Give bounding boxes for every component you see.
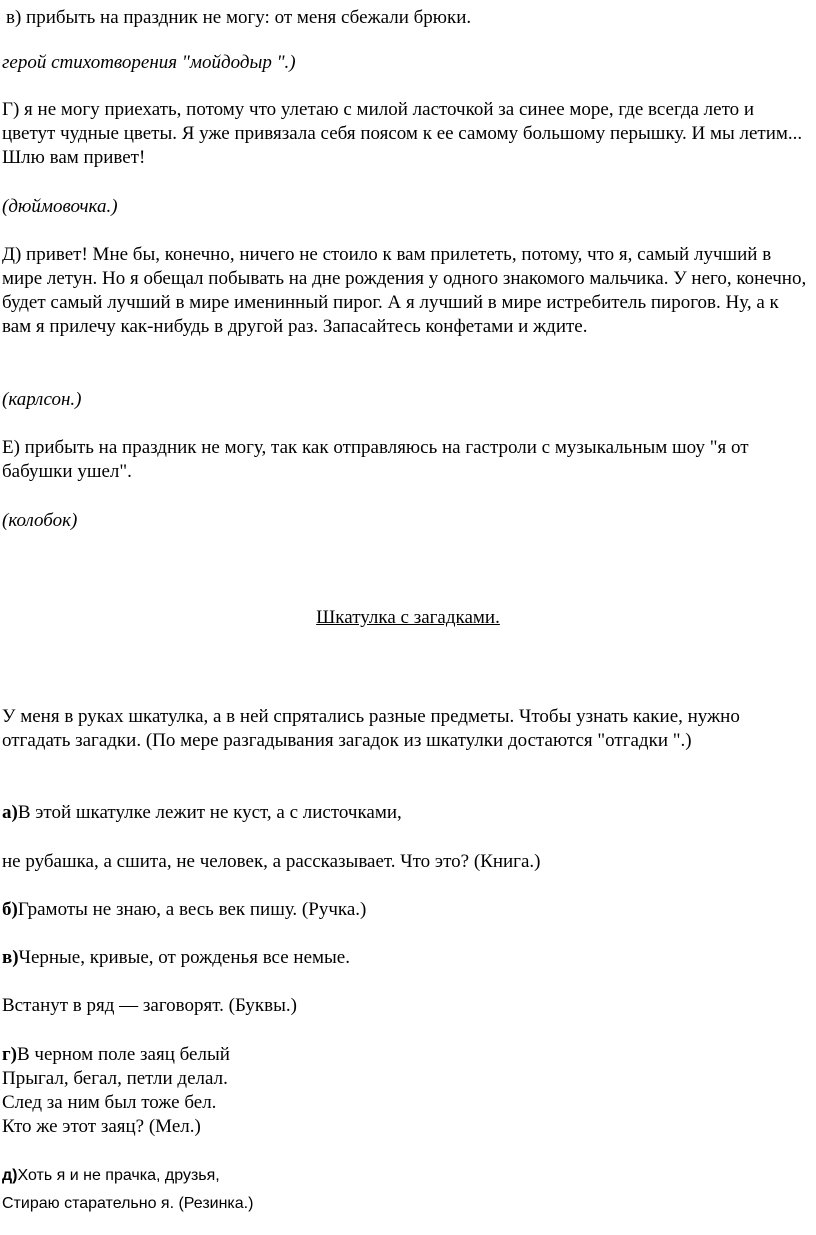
section-heading (0, 606, 816, 630)
answer-moidodyr: герой стихотворения "мойдодыр ".) (2, 52, 296, 73)
riddle-d-line-2: Стираю старательно я. (Резинка.) (2, 1195, 254, 1212)
riddle-a-line-2: не рубашка, а сшита, не человек, а рассказывает. Что это? (Книга.) (2, 851, 541, 872)
section-heading-text: Шкатулка с загадками. (316, 607, 500, 628)
riddle-b-label: б) (2, 899, 18, 920)
paragraph-trousers: в) прибыть на праздник не могу: от меня сбежали брюки. (6, 7, 472, 28)
riddle-v-label: в) (2, 947, 19, 968)
paragraph-karlsson: Д) привет! Мне бы, конечно, ничего не стоило к вам прилететь, потому, что я, самый лучший в мире летун. Но я обещал побывать на дне рождения у одного знакомого мальчика. У него, конечно, будет самый лучший в мире именинный пирог. А я лучший в мире истребитель пирогов. Ну, а к вам я прилечу как-нибудь в другой раз. Запасайтесь конфетами и ждите. (2, 244, 807, 337)
intro-paragraph: У меня в руках шкатулка, а в ней спрятались разные предметы. Чтобы узнать какие, нужно отгадать загадки. (По мере разгадывания загадок из шкатулки достаются "отгадки ".) (2, 706, 740, 751)
riddle-v-line-1 (2, 946, 808, 970)
riddle-d-text-1: Хоть я и не прачка, друзья, (17, 1167, 220, 1184)
answer-karlsson: (карлсон.) (2, 389, 82, 410)
riddle-v-text-1: Черные, кривые, от рожденья все немые. (18, 947, 350, 968)
riddle-a-line-1 (2, 801, 808, 825)
riddle-g-line-1 (2, 1043, 808, 1067)
paragraph-thumbelina: Г) я не могу приехать, потому что улетаю с милой ласточкой за синее море, где всегда лето и цветут чудные цветы. Я уже привязала себя поясом к ее самому большому перышку. И мы летим... Шлю вам привет! (2, 99, 803, 168)
riddle-a-text-1: В этой шкатулке лежит не куст, а с листочками, (17, 802, 402, 823)
riddle-d-line-1 (2, 1162, 808, 1190)
riddle-g-line-2: Прыгал, бегал, петли делал. (2, 1068, 228, 1089)
paragraph-kolobok: Е) прибыть на праздник не могу, так как отправляюсь на гастроли с музыкальным шоу "я от бабушки ушел". (2, 437, 749, 482)
answer-kolobok: (колобок) (2, 510, 78, 531)
riddle-g (2, 1043, 808, 1139)
riddle-g-label: г) (2, 1044, 17, 1065)
answer-thumbelina: (дюймовочка.) (2, 196, 118, 217)
riddle-g-line-4: Кто же этот заяц? (Мел.) (2, 1116, 201, 1137)
riddle-g-line-3: След за ним был тоже бел. (2, 1092, 217, 1113)
riddle-d (2, 1162, 808, 1218)
riddle-v-line-2: Встанут в ряд — заговорят. (Буквы.) (2, 995, 297, 1016)
riddle-b (2, 898, 808, 922)
riddle-d-label: д) (2, 1167, 18, 1184)
riddle-a-label: а) (2, 802, 18, 823)
riddle-b-text: Грамоты не знаю, а весь век пишу. (Ручка.) (17, 899, 367, 920)
riddle-g-text-1: В черном поле заяц белый (16, 1044, 230, 1065)
